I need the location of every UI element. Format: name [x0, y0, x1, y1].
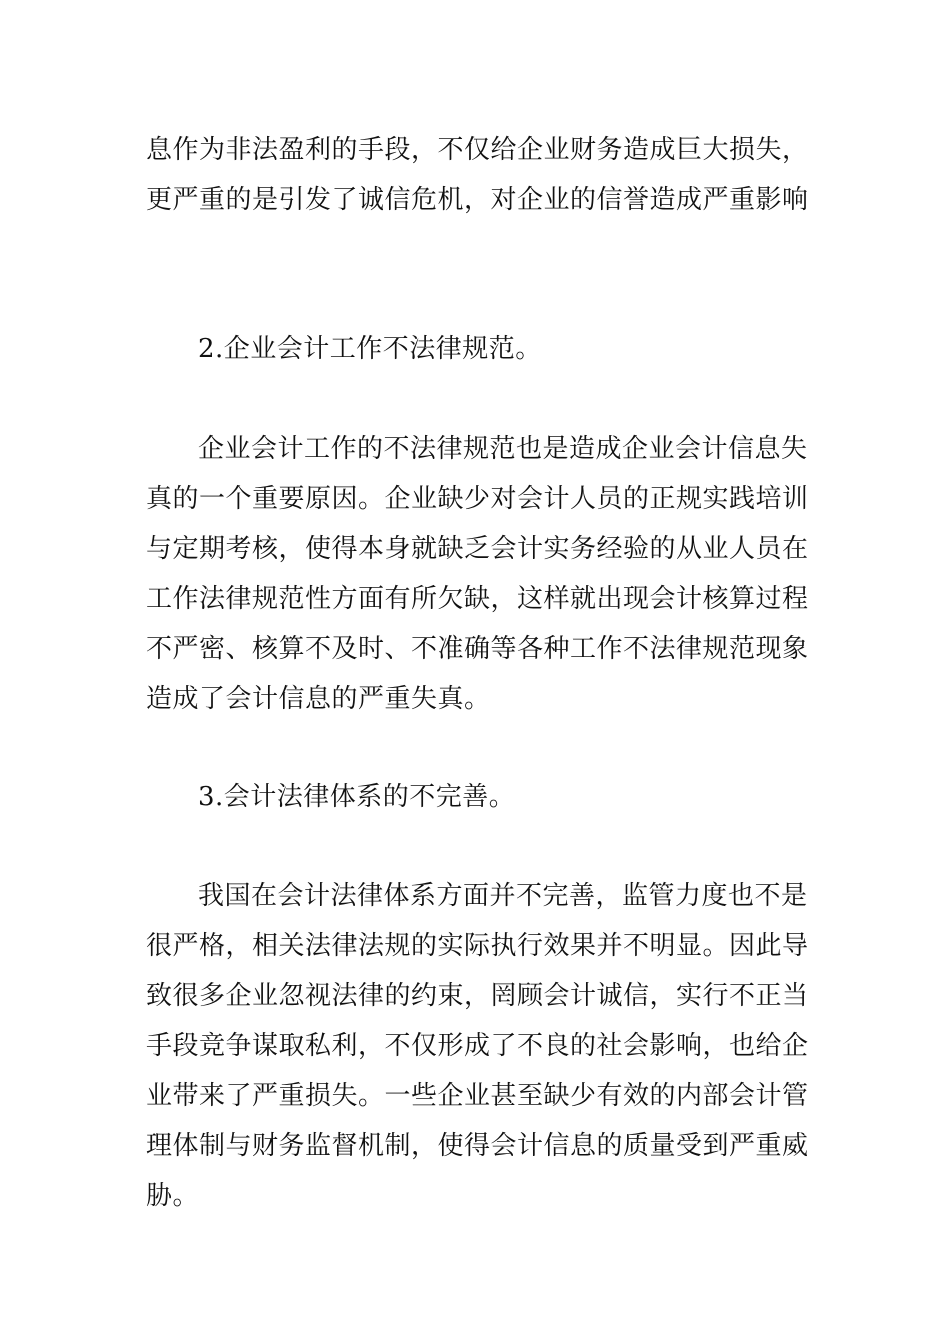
- section-heading-2: [146, 324, 806, 374]
- heading-text: 2.企业会计工作不法律规范。: [198, 334, 542, 364]
- paragraph-line: 手段竞争谋取私利，不仅形成了不良的社会影响，也给企: [146, 1031, 809, 1061]
- section-paragraph-3: [146, 871, 809, 1221]
- paragraph-line: 很严格，相关法律法规的实际执行效果并不明显。因此导: [146, 931, 809, 961]
- paragraph-line: 与定期考核，使得本身就缺乏会计实务经验的从业人员在: [146, 534, 809, 564]
- paragraph-line: 真的一个重要原因。企业缺少对会计人员的正规实践培训: [146, 484, 809, 514]
- heading-text: 3.会计法律体系的不完善。: [198, 782, 516, 812]
- paragraph-line: 更严重的是引发了诚信危机，对企业的信誉造成严重影响: [146, 185, 809, 215]
- section-paragraph-2: [146, 424, 809, 724]
- paragraph-line: 致很多企业忽视法律的约束，罔顾会计诚信，实行不正当: [146, 981, 809, 1011]
- paragraph-line: 不严密、核算不及时、不准确等各种工作不法律规范现象: [146, 634, 809, 664]
- paragraph-line: 胁。: [146, 1181, 200, 1211]
- paragraph-line: 息作为非法盈利的手段，不仅给企业财务造成巨大损失，: [146, 135, 809, 165]
- paragraph-line: 企业会计工作的不法律规范也是造成企业会计信息失: [198, 434, 808, 464]
- paragraph-line: 工作法律规范性方面有所欠缺，这样就出现会计核算过程: [146, 584, 809, 614]
- continuation-paragraph: [146, 125, 809, 225]
- paragraph-line: 理体制与财务监督机制，使得会计信息的质量受到严重威: [146, 1131, 809, 1161]
- section-heading-3: [146, 772, 806, 822]
- paragraph-line: 造成了会计信息的严重失真。: [146, 684, 491, 714]
- paragraph-line: 我国在会计法律体系方面并不完善，监管力度也不是: [198, 881, 808, 911]
- paragraph-line: 业带来了严重损失。一些企业甚至缺少有效的内部会计管: [146, 1081, 809, 1111]
